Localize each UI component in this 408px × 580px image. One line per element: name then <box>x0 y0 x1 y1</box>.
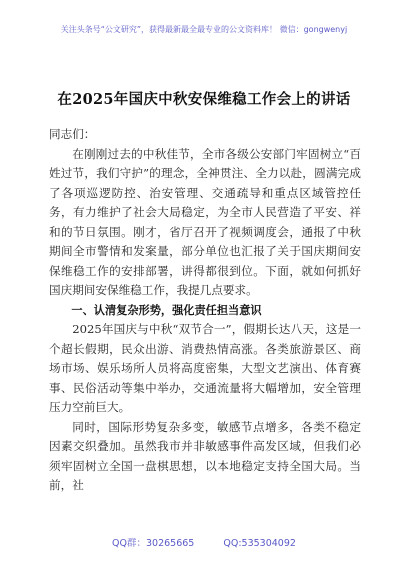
paragraph-intro: 在刚刚过去的中秋佳节，全市各级公安部门牢固树立“百姓过节，我们守护”的理念，全神贯注、全力以赴，圆满完成了各项巡逻防控、治安管理、交通疏导和重点区域管控任务，有力维护了社会大局稳定，为全市人民营造了平安、祥和的节日氛围。刚才，省厅召开了视频调度会，通报了中秋期间全市警情和发案量，部分单位也汇报了关于国庆期间安保维稳工作的安排部署，讲得都很到位。下面，就如何抓好国庆期间安保维稳工作，我提几点要求。 <box>49 146 361 297</box>
paragraph-section1-1: 2025年国庆与中秋“双节合一”，假期长达八天，这是一个超长假期，民众出游、消费热情高涨。各类旅游景区、商场市场、娱乐场所人员将高度密集，大型文艺演出、体育赛事、民俗活动等集中举办，交通流量将大幅增加，安全管理压力空前巨大。 <box>49 322 361 414</box>
salutation: 同志们： <box>49 127 96 141</box>
document-body <box>49 125 361 496</box>
footer-banner <box>0 535 408 549</box>
header-banner: 关注头条号“公文研究”，获得最新最全最专业的公文资料库！ 微信：gongwenyj <box>60 25 348 34</box>
section-heading-1: 一、认清复杂形势，强化责任担当意识 <box>71 303 262 317</box>
footer-qq: QQ:535304092 <box>223 538 296 549</box>
document-title: 在2025年国庆中秋安保维稳工作会上的讲话 <box>57 91 351 108</box>
paragraph-section1-2: 同时，国际形势复杂多变，敏感节点增多，各类不稳定因素交织叠加。虽然我市并非敏感事件高发区域，但我们必须牢固树立全国一盘棋思想，以本地稳定支持全国大局。当前，社 <box>49 419 361 492</box>
footer-qq-group: QQ群：30265665 <box>112 538 195 549</box>
